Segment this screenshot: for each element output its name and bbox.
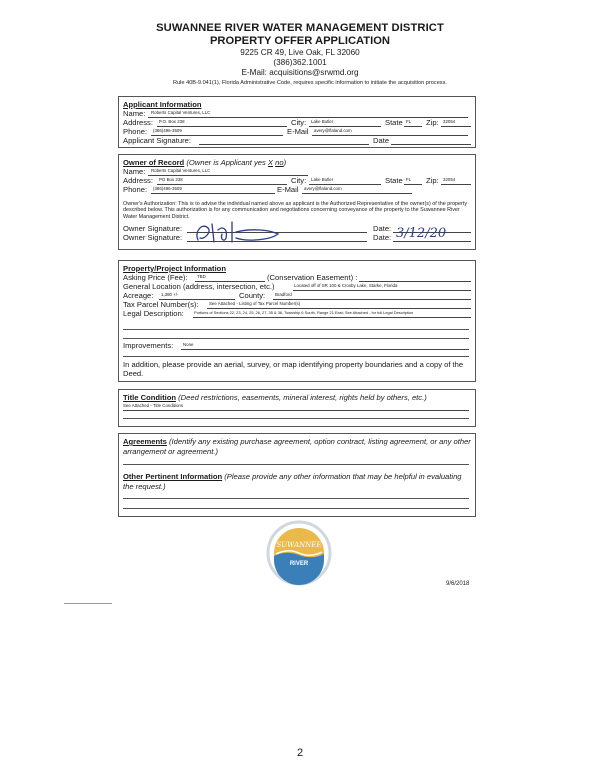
owner-signature-1-label: Owner Signature: xyxy=(123,224,183,234)
property-information-section xyxy=(118,260,476,382)
applicant-signature-row xyxy=(123,136,471,145)
tax-parcel-label: Tax Parcel Number(s): xyxy=(123,300,199,309)
asking-price-label: Asking Price (Fee): xyxy=(123,273,188,282)
title-condition-title: Title Condition xyxy=(123,393,177,402)
applicant-state-value: FL xyxy=(406,119,412,124)
owner-handwritten-signature xyxy=(192,218,282,246)
district-address: 9225 CR 49, Live Oak, FL 32060 xyxy=(240,48,360,57)
easement-field[interactable] xyxy=(359,273,471,282)
owner-address-row xyxy=(123,176,471,185)
applicant-state-label: State xyxy=(385,118,403,127)
legal-description-row xyxy=(123,309,471,318)
owner-email-value: avery@flaland.com xyxy=(304,186,342,191)
other-info-title: Other Pertinent Information xyxy=(123,472,223,481)
owner-city-label: City: xyxy=(291,176,307,185)
owner-state-value: FL xyxy=(406,177,412,182)
applicant-zip-label: Zip: xyxy=(426,118,439,127)
location-row xyxy=(123,282,471,291)
owner-signature-2-label: Owner Signature: xyxy=(123,233,183,243)
form-title: PROPERTY OFFER APPLICATION xyxy=(209,35,391,47)
page-number: 2 xyxy=(296,747,304,759)
owner-city-value: Lake Butler xyxy=(311,177,334,182)
owner-state-label: State xyxy=(385,176,403,185)
easement-label: (Conservation Easement) : xyxy=(267,273,358,282)
owner-title-text: Owner of Record xyxy=(123,158,185,167)
applicant-address-value: P.O. Box 238 xyxy=(159,119,185,124)
legal-description-value: Portions of Sections 22, 23, 24, 25, 26, 27, 35 & 36, Township 6 South, Range 21 East; See Attached - for full Legal Description xyxy=(194,310,414,315)
owner-phone-row xyxy=(123,185,471,194)
form-revision-date: 9/6/2018 xyxy=(446,581,470,587)
legal-description-label: Legal Description: xyxy=(123,309,184,318)
owner-title-close: ) xyxy=(283,158,287,167)
tax-parcel-value: See Attached - Listing of Tax Parcel Number(s) xyxy=(209,301,301,306)
improvements-label: Improvements: xyxy=(123,341,174,350)
owner-address-label: Address: xyxy=(123,176,153,185)
improvements-row xyxy=(123,341,469,350)
improvements-value: None xyxy=(183,342,194,347)
applicant-date-label: Date xyxy=(373,136,390,145)
applicant-email-label: E-Mail xyxy=(287,127,309,136)
title-condition-blank-line[interactable] xyxy=(123,418,469,419)
owner-name-row xyxy=(123,167,471,176)
applicant-city-label: City: xyxy=(291,118,307,127)
page-separator-line xyxy=(64,603,112,604)
other-info-heading xyxy=(123,472,471,491)
asking-price-row xyxy=(123,273,471,282)
owner-zip-value: 32054 xyxy=(443,177,456,182)
agreements-note: (Identify any existing purchase agreement, option contract, listing agreement, or any other arrangement or agreement.) xyxy=(123,437,471,456)
title-condition-heading xyxy=(123,393,471,402)
county-value: Bradford xyxy=(275,292,292,297)
other-info-blank-line-1[interactable] xyxy=(123,498,469,499)
applicant-zip-value: 32054 xyxy=(443,119,456,124)
applicant-name-label: Name: xyxy=(123,109,146,118)
owner-date-1-label: Date: xyxy=(373,224,392,234)
asking-price-value: TBD xyxy=(197,274,206,279)
district-email: E-Mail: acquisitions@srwmd.org xyxy=(241,68,359,78)
owner-phone-value: (386)496-3509 xyxy=(153,186,182,191)
applicant-signature-label: Applicant Signature: xyxy=(123,136,191,145)
applicant-information-section xyxy=(118,96,476,148)
location-value: Located off of SR 100 & Crosby Lake, Starke, Florida xyxy=(294,283,398,288)
acreage-row xyxy=(123,291,471,300)
owner-authorization-text: Owner's Authorization: This is to advise the individual named above as applicant is the Authorized Representative of the owner(s) of the property described below. This authorization is for any communication and negotiations concerning conveyance of the property to the Suwannee River Water Management District. xyxy=(123,201,468,220)
applicant-phone-value: (386)496-3509 xyxy=(153,128,182,133)
owner-no-option[interactable]: no xyxy=(275,158,284,167)
owner-name-value: Roberts Capital Ventures, LLC xyxy=(151,168,211,173)
tax-parcel-row xyxy=(123,300,471,309)
county-label: County: xyxy=(239,291,266,300)
rule-citation: Rule 40B-9.041(1), Florida Administrative Code, requires specific information to initiate the acquisition process. xyxy=(173,80,447,86)
other-info-note: (Please provide any other information that may be helpful in evaluating the request.) xyxy=(123,472,462,491)
district-seal-logo xyxy=(266,520,332,586)
district-name: SUWANNEE RIVER WATER MANAGEMENT DISTRICT xyxy=(156,22,444,34)
applicant-email-value: avery@flaland.com xyxy=(314,128,352,133)
legal-blank-line-1[interactable] xyxy=(123,329,469,330)
owner-address-value: PO Box 238 xyxy=(159,177,183,182)
applicant-name-value: Roberts Capital Ventures, LLC xyxy=(151,110,211,115)
applicant-phone-row xyxy=(123,127,471,136)
applicant-name-row xyxy=(123,109,471,118)
county-field[interactable] xyxy=(273,291,471,300)
property-section-title: Property/Project Information xyxy=(123,264,226,273)
agreements-title: Agreements xyxy=(123,437,167,446)
applicant-city-value: Lake Butler xyxy=(311,119,334,124)
owner-date-2-label: Date: xyxy=(373,233,392,243)
applicant-date-field[interactable] xyxy=(391,136,471,145)
applicant-address-row xyxy=(123,118,471,127)
improvements-blank-line[interactable] xyxy=(123,356,469,357)
document-header xyxy=(0,22,600,79)
acreage-label: Acreage: xyxy=(123,291,154,300)
applicant-address-label: Address: xyxy=(123,118,153,127)
agreements-section xyxy=(118,433,476,517)
owner-phone-label: Phone: xyxy=(123,185,148,194)
seal-bottom-text-path: WATER MANAGEMENT DISTRICT xyxy=(276,567,322,585)
improvements-field[interactable] xyxy=(181,341,469,350)
other-info-blank-line-2[interactable] xyxy=(123,508,469,509)
title-condition-section xyxy=(118,389,476,427)
seal-top-text: SUWANNEE xyxy=(276,541,322,549)
title-condition-row xyxy=(123,402,471,411)
property-addition-note: In addition, please provide an aerial, survey, or map identifying property boundaries and a copy of the Deed. xyxy=(123,360,464,378)
acreage-value: 1,380 +/- xyxy=(161,292,179,297)
agreements-blank-line[interactable] xyxy=(123,464,469,465)
owner-name-label: Name: xyxy=(123,167,146,176)
owner-section-title xyxy=(123,158,471,167)
seal-middle-text: RIVER xyxy=(289,561,309,567)
owner-yes-mark[interactable]: X xyxy=(267,158,273,167)
title-condition-note: (Deed restrictions, easements, mineral interest, rights held by others, etc.) xyxy=(178,393,427,402)
applicant-phone-label: Phone: xyxy=(123,127,148,136)
owner-email-label: E-Mail xyxy=(277,185,299,194)
location-label: General Location (address, intersection, etc.) xyxy=(123,282,275,291)
legal-blank-line-2[interactable] xyxy=(123,338,469,339)
owner-title-note: (Owner is Applicant yes xyxy=(186,158,266,167)
title-condition-value: See Attached - Title Conditions xyxy=(123,403,184,408)
applicant-signature-field[interactable] xyxy=(199,136,369,145)
agreements-heading xyxy=(123,437,471,456)
owner-date-1-handwritten: 3/12/20 xyxy=(396,226,447,241)
owner-zip-label: Zip: xyxy=(426,176,439,185)
district-phone: (386)362.1001 xyxy=(273,58,327,68)
applicant-section-title: Applicant Information xyxy=(123,100,202,109)
